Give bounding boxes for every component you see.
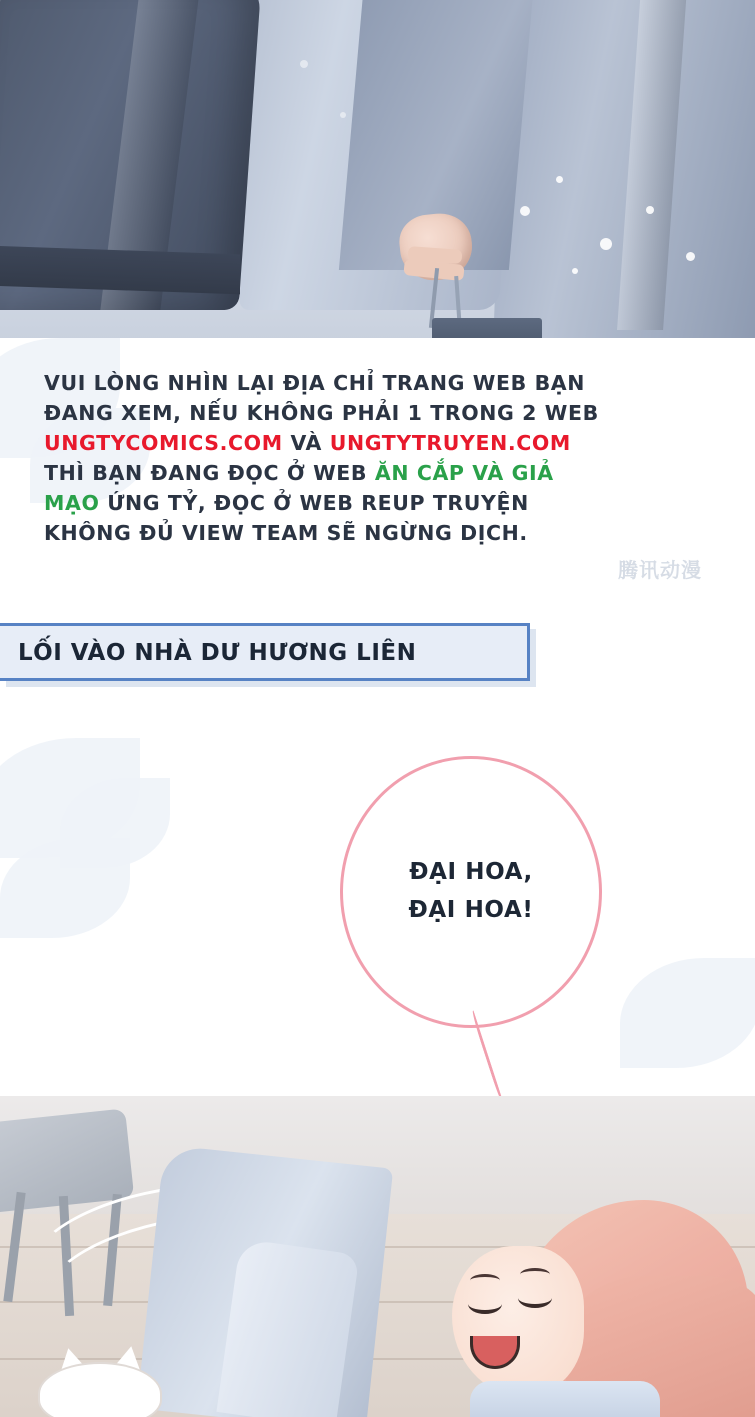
notice-line-3: THÌ BẠN ĐANG ĐỌC Ở WEB <box>44 461 375 485</box>
white-shirt-arm <box>216 1239 359 1417</box>
notice-line-4: ỨNG TỶ, ĐỌC Ở WEB REUP TRUYỆN KHÔNG ĐỦ VIEW TEAM SẼ NGỪNG DỊCH. <box>44 491 529 545</box>
snow-fleck <box>340 112 346 118</box>
girl-eyebrow <box>520 1268 550 1281</box>
notice-text <box>44 368 604 548</box>
caption-text: LỐI VÀO NHÀ DƯ HƯƠNG LIÊN <box>18 640 417 666</box>
girl-eye <box>518 1288 552 1308</box>
snow-fleck <box>520 206 530 216</box>
speech-line-1: ĐẠI HOA, <box>409 859 533 885</box>
shopping-bag <box>432 318 542 340</box>
notice-joiner: VÀ <box>282 431 330 455</box>
leaf-decoration <box>620 958 755 1068</box>
girl-body <box>470 1381 660 1417</box>
caption-box <box>0 623 530 681</box>
snow-fleck <box>600 238 612 250</box>
notice-site-1: UNGTYCOMICS.COM <box>44 431 283 455</box>
snow-fleck <box>300 60 308 68</box>
notice-warning: ĂN CẮP VÀ GIẢ MẠO <box>44 461 554 515</box>
bottom-panel <box>0 1096 755 1417</box>
speech-bubble-text <box>340 853 602 929</box>
notice-site-2: UNGTYTRUYEN.COM <box>329 431 571 455</box>
figure-left-sleeve <box>189 0 323 263</box>
white-cat <box>40 1364 160 1417</box>
watermark-label: 腾讯动漫 <box>618 558 702 582</box>
girl-eyebrow <box>470 1274 500 1287</box>
snow-fleck <box>686 252 695 261</box>
middle-section <box>0 338 755 1098</box>
snow-fleck <box>572 268 578 274</box>
notice-line-1: VUI LÒNG NHÌN LẠI ĐỊA CHỈ TRANG WEB BẠN ĐANG XEM, NẾU KHÔNG PHẢI 1 TRONG 2 WEB <box>44 371 599 425</box>
snow-fleck <box>556 176 563 183</box>
top-panel <box>0 0 755 340</box>
snow-fleck <box>646 206 654 214</box>
girl-eye <box>468 1294 502 1314</box>
speech-line-2: ĐẠI HOA! <box>408 897 534 923</box>
